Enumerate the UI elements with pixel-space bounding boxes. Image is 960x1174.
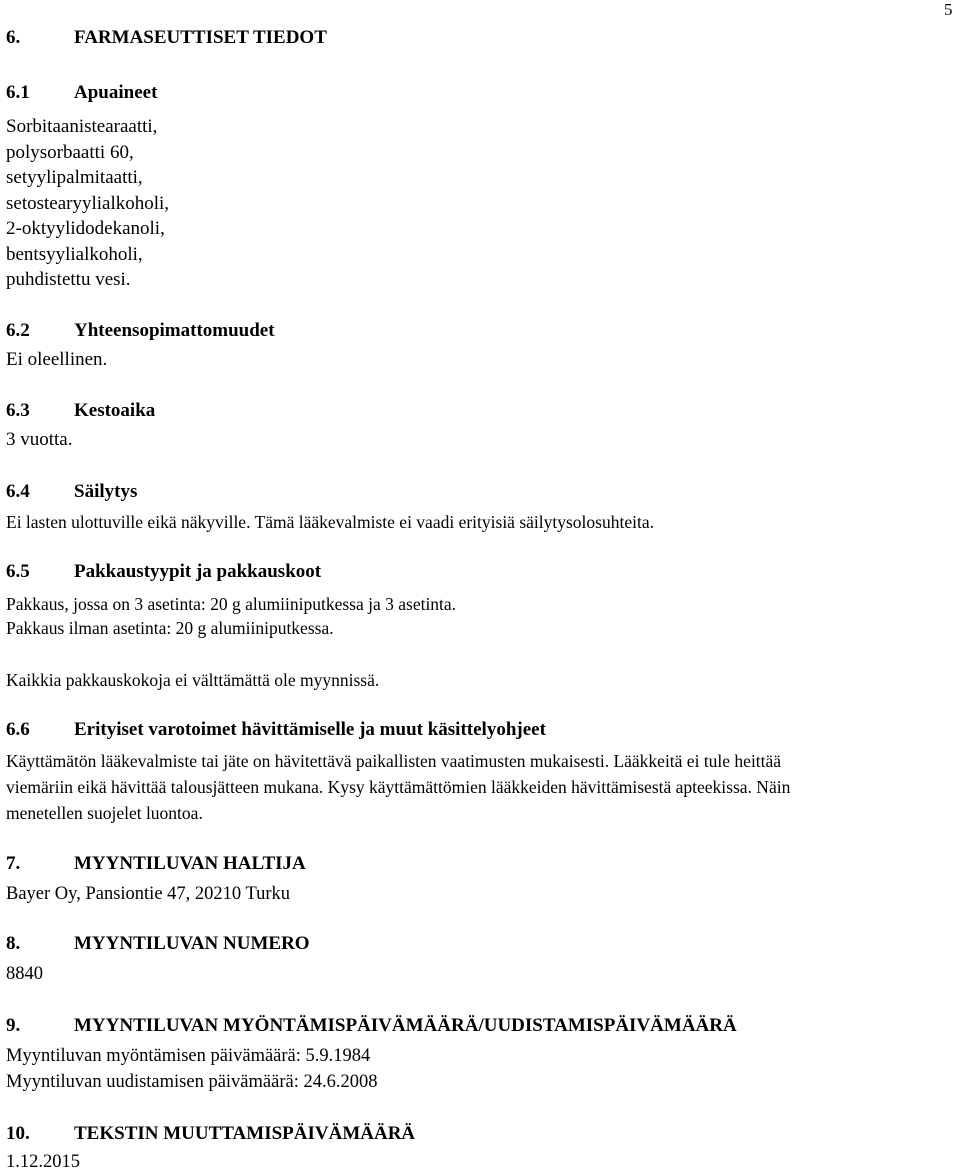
subsection-title: Apuaineet — [74, 82, 158, 103]
section-9-heading — [6, 1015, 737, 1037]
section-8-heading — [6, 933, 310, 955]
disposal-line: Käyttämätön lääkevalmiste tai jäte on hävitettävä paikallisten vaatimusten mukaisesti. Lääkkeitä ei tule heittää — [6, 751, 782, 771]
subsection-6-2-heading — [6, 320, 275, 342]
section-title: MYYNTILUVAN NUMERO — [74, 933, 310, 954]
subsection-number: 6.3 — [6, 400, 30, 421]
authorisation-date: Myyntiluvan myöntämisen päivämäärä: 5.9.1984 — [6, 1046, 371, 1066]
holder-address: Bayer Oy, Pansiontie 47, 20210 Turku — [6, 884, 291, 904]
excipient-line: puhdistettu vesi. — [6, 269, 131, 290]
section-title: MYYNTILUVAN MYÖNTÄMISPÄIVÄMÄÄRÄ/UUDISTAMISPÄIVÄMÄÄRÄ — [74, 1015, 737, 1036]
excipient-line: setostearyylialkoholi, — [6, 193, 170, 214]
revision-date: 1.12.2015 — [6, 1152, 80, 1172]
subsection-number: 6.4 — [6, 481, 30, 502]
package-note: Kaikkia pakkauskokoja ei välttämättä ole myynnissä. — [6, 670, 380, 690]
section-7-heading — [6, 853, 306, 875]
subsection-6-6-heading — [6, 719, 546, 741]
section-6-heading — [6, 27, 327, 49]
subsection-text: Ei oleellinen. — [6, 349, 108, 370]
section-title: TEKSTIN MUUTTAMISPÄIVÄMÄÄRÄ — [74, 1123, 416, 1144]
subsection-text: 3 vuotta. — [6, 429, 73, 450]
section-number: 6. — [6, 27, 21, 48]
authorisation-number: 8840 — [6, 964, 43, 984]
subsection-6-5-heading — [6, 561, 321, 583]
package-line: Pakkaus, jossa on 3 asetinta: 20 g alumiiniputkessa ja 3 asetinta. — [6, 594, 457, 614]
subsection-title: Erityiset varotoimet hävittämiselle ja muut käsittelyohjeet — [74, 719, 546, 740]
subsection-title: Pakkaustyypit ja pakkauskoot — [74, 561, 322, 582]
section-title: MYYNTILUVAN HALTIJA — [74, 853, 306, 874]
subsection-6-3-heading — [6, 400, 155, 422]
disposal-line: viemäriin eikä hävittää talousjätteen mukana. Kysy käyttämättömien lääkkeiden hävittämisestä apteekissa. Näin — [6, 777, 791, 797]
section-number: 9. — [6, 1015, 21, 1036]
excipient-line: setyylipalmitaatti, — [6, 167, 143, 188]
section-10-heading — [6, 1123, 415, 1145]
section-number: 7. — [6, 853, 21, 874]
subsection-6-4-heading — [6, 481, 137, 503]
subsection-title: Yhteensopimattomuudet — [74, 320, 275, 341]
excipient-line: Sorbitaanistearaatti, — [6, 116, 158, 137]
subsection-title: Kestoaika — [74, 400, 156, 421]
section-number: 8. — [6, 933, 21, 954]
subsection-title: Säilytys — [74, 481, 138, 502]
section-title: FARMASEUTTISET TIEDOT — [74, 27, 327, 48]
subsection-number: 6.6 — [6, 719, 30, 740]
excipient-line: bentsyylialkoholi, — [6, 244, 143, 265]
disposal-line: menetellen suojelet luontoa. — [6, 803, 203, 823]
subsection-number: 6.1 — [6, 82, 30, 103]
excipient-line: polysorbaatti 60, — [6, 142, 134, 163]
subsection-text: Ei lasten ulottuville eikä näkyville. Tämä lääkevalmiste ei vaadi erityisiä säilytysolosuhteita. — [6, 512, 654, 532]
subsection-number: 6.5 — [6, 561, 30, 582]
excipient-line: 2-oktyylidodekanoli, — [6, 218, 165, 239]
section-number: 10. — [6, 1123, 30, 1144]
subsection-number: 6.2 — [6, 320, 30, 341]
renewal-date: Myyntiluvan uudistamisen päivämäärä: 24.6.2008 — [6, 1072, 378, 1092]
page-number: 5 — [944, 0, 953, 19]
package-line: Pakkaus ilman asetinta: 20 g alumiiniputkessa. — [6, 618, 334, 638]
subsection-6-1-heading — [6, 82, 157, 104]
